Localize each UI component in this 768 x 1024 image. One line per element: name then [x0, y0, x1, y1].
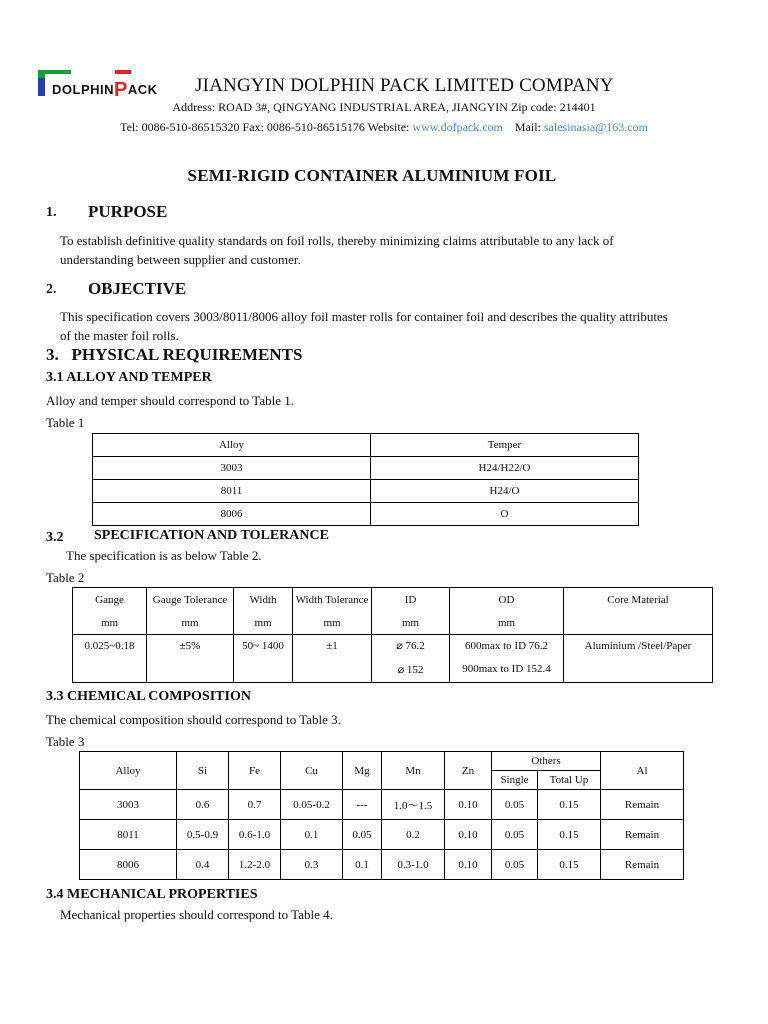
table-row	[93, 503, 639, 526]
document-title: SEMI-RIGID CONTAINER ALUMINIUM FOIL	[187, 166, 557, 185]
table-cell: mm	[450, 613, 564, 635]
table-2-header-id: ID	[372, 588, 450, 613]
table-2-header-width: Width	[234, 588, 293, 613]
table-cell	[293, 657, 372, 683]
section-3-4-text: Mechanical properties should correspond to Table 4.	[60, 907, 333, 922]
table-cell: ±5%	[147, 635, 234, 657]
table-3-header-cu: Cu	[281, 752, 343, 790]
table-row	[80, 850, 684, 880]
table-cell	[564, 657, 713, 683]
table-3-header-mg: Mg	[343, 752, 382, 790]
table-3-header-alloy: Alloy	[80, 752, 177, 790]
table-cell: ⌀ 152	[372, 657, 450, 683]
table-cell: 8006	[93, 503, 371, 526]
table-cell: 0.05	[492, 790, 538, 820]
table-cell: 0.10	[445, 790, 492, 820]
table-cell: 0.7	[229, 790, 281, 820]
table-row	[73, 657, 713, 683]
section-3-2-title: SPECIFICATION AND TOLERANCE	[94, 528, 329, 543]
table-cell: 0.6	[177, 790, 229, 820]
table-cell: 900max to ID 152.4	[450, 657, 564, 683]
table-1-header-alloy: Alloy	[93, 434, 371, 457]
table-3-header-fe: Fe	[229, 752, 281, 790]
table-cell: 8006	[80, 850, 177, 880]
table-cell: 0.15	[538, 820, 601, 850]
section-3-2-text: The specification is as below Table 2.	[66, 548, 262, 563]
table-cell	[234, 657, 293, 683]
table-cell: 3003	[93, 457, 371, 480]
table-2-header-od: OD	[450, 588, 564, 613]
section-1-title: PURPOSE	[88, 202, 168, 221]
table-cell: 8011	[80, 820, 177, 850]
table-cell: Remain	[601, 850, 684, 880]
table-cell: 0.1	[343, 850, 382, 880]
table-3-header-others: Others	[492, 752, 601, 771]
section-2-title: OBJECTIVE	[88, 279, 187, 298]
table-1-header-temper: Temper	[371, 434, 639, 457]
table-cell: ±1	[293, 635, 372, 657]
section-1-line1: To establish definitive quality standards on foil rolls, thereby minimizing claims attributable to any lack of	[60, 233, 614, 248]
table-3-header-al: Al	[601, 752, 684, 790]
table-cell: Remain	[601, 820, 684, 850]
table-cell	[147, 657, 234, 683]
section-3-2-number: 3.2	[46, 530, 64, 545]
table-cell: 0.1	[281, 820, 343, 850]
table-cell: mm	[100, 617, 119, 630]
table-2-header-width-tolerance: Width Tolerance	[293, 588, 372, 613]
section-3-3-text: The chemical composition should correspond to Table 3.	[46, 712, 341, 727]
table-cell: Remain	[601, 790, 684, 820]
table-cell: 600max to ID 76.2	[450, 635, 564, 657]
table-3-header-si: Si	[177, 752, 229, 790]
table-cell: 0.10	[445, 850, 492, 880]
table-2	[72, 587, 713, 683]
table-cell: 0.3-1.0	[382, 850, 445, 880]
table-row	[93, 480, 639, 503]
section-1-line2: understanding between supplier and customer.	[60, 252, 301, 267]
company-name: JIANGYIN DOLPHIN PACK LIMITED COMPANY	[195, 75, 614, 96]
section-3-1-title: 3.1 ALLOY AND TEMPER	[46, 370, 212, 385]
table-row	[73, 613, 713, 635]
table-3-header-single: Single	[492, 771, 538, 790]
table-cell: mm	[234, 613, 293, 635]
table-1-label: Table 1	[46, 415, 85, 430]
website-link[interactable]: www.dofpack.com	[412, 120, 503, 134]
table-cell: 1.0～1.5	[382, 790, 445, 820]
table-cell: 0.15	[538, 850, 601, 880]
company-logo	[38, 70, 178, 101]
table-cell: 0.05	[343, 820, 382, 850]
table-3	[79, 751, 684, 880]
table-row	[73, 635, 713, 657]
table-1	[92, 433, 639, 526]
table-2-header-core-material: Core Material	[564, 588, 713, 613]
table-cell: 50~ 1400	[234, 635, 293, 657]
section-3-1-text: Alloy and temper should correspond to Table 1.	[46, 393, 294, 408]
section-1-number: 1.	[46, 205, 57, 220]
table-row	[80, 790, 684, 820]
table-cell: 0.10	[445, 820, 492, 850]
table-cell: mm	[147, 613, 234, 635]
table-row	[93, 457, 639, 480]
table-cell: 0.2	[382, 820, 445, 850]
table-cell: H24/O	[371, 480, 639, 503]
table-3-header-mn: Mn	[382, 752, 445, 790]
table-2-header-gauge-tolerance: Gauge Tolerance	[147, 588, 234, 613]
table-cell: mm	[372, 613, 450, 635]
table-cell: 0.15	[538, 790, 601, 820]
table-cell: 0.3	[281, 850, 343, 880]
logo-text: DOLPHINPACK	[52, 79, 158, 101]
section-2-line2: of the master foil rolls.	[60, 328, 179, 343]
table-cell: 0.05	[492, 820, 538, 850]
table-cell: 0.05-0.2	[281, 790, 343, 820]
table-2-label: Table 2	[46, 570, 85, 585]
table-2-header-gauge: Gauge	[95, 594, 124, 607]
table-cell	[73, 657, 147, 683]
table-cell: H24/H22/O	[371, 457, 639, 480]
table-3-header-total-up: Total Up	[538, 771, 601, 790]
table-3-label: Table 3	[46, 734, 85, 749]
table-cell: O	[371, 503, 639, 526]
table-row	[80, 820, 684, 850]
table-cell: Aluminium /Steel/Paper	[564, 635, 713, 657]
table-cell: ⌀ 76.2	[372, 635, 450, 657]
section-2-number: 2.	[46, 282, 57, 297]
table-cell: 8011	[93, 480, 371, 503]
table-cell: 1.2-2.0	[229, 850, 281, 880]
table-cell	[564, 613, 713, 635]
email-link[interactable]: salesinasia@163.com	[543, 120, 648, 134]
table-cell: 3003	[80, 790, 177, 820]
section-3-title: 3. PHYSICAL REQUIREMENTS	[46, 345, 303, 364]
table-cell: 0.05	[492, 850, 538, 880]
company-contact: Tel: 0086-510-86515320 Fax: 0086-510-86515176 Website: www.dofpack.com Mail: salesinasia@163.com	[120, 120, 648, 134]
company-address: Address: ROAD 3#, QINGYANG INDUSTRIAL AREA, JIANGYIN Zip code: 214401	[172, 100, 596, 114]
table-cell: 0.025~0.18	[73, 635, 147, 657]
table-cell: ---	[343, 790, 382, 820]
table-cell: 0.6-1.0	[229, 820, 281, 850]
section-3-4-title: 3.4 MECHANICAL PROPERTIES	[46, 887, 258, 902]
table-cell: 0.4	[177, 850, 229, 880]
table-3-header-zn: Zn	[445, 752, 492, 790]
table-cell: 0.5-0.9	[177, 820, 229, 850]
table-cell: mm	[293, 613, 372, 635]
section-3-3-title: 3.3 CHEMICAL COMPOSITION	[46, 689, 251, 704]
section-2-line1: This specification covers 3003/8011/8006 alloy foil master rolls for container foil and describes the quality attributes	[60, 309, 668, 324]
